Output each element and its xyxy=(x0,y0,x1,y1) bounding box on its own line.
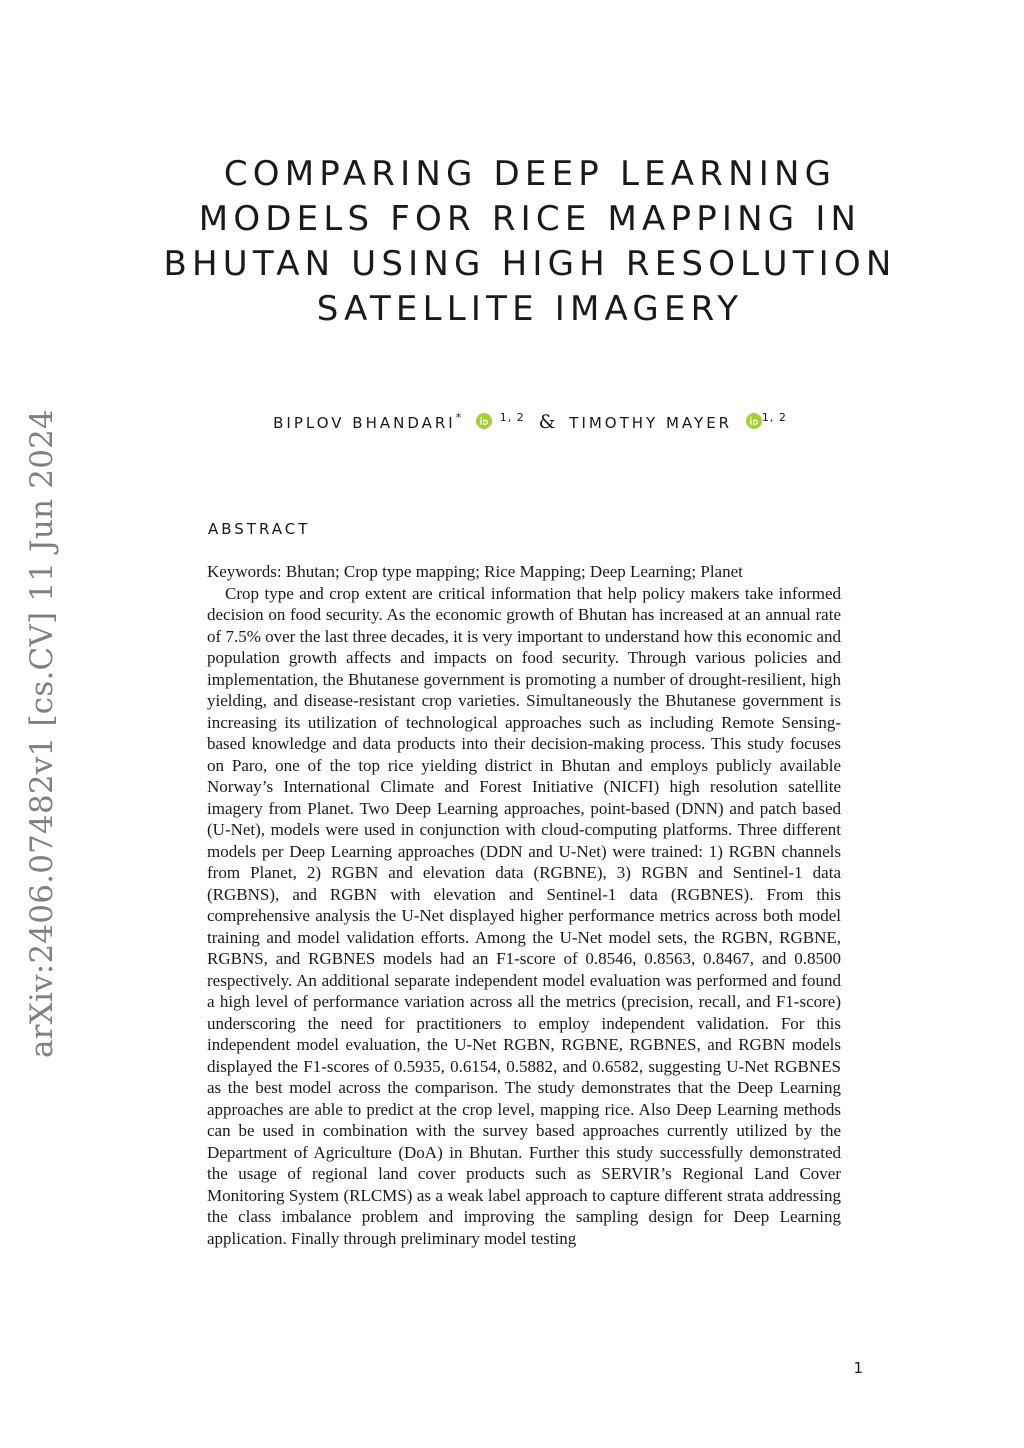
paper-title: COMPARING DEEP LEARNING MODELS FOR RICE MAPPING IN BHUTAN USING HIGH RESOLUTION SATELLITE IMAGERY xyxy=(163,154,897,329)
abstract-heading: ABSTRACT xyxy=(208,520,311,538)
author-affiliations: 1, 2 xyxy=(761,411,787,424)
author-name: TIMOTHY MAYER xyxy=(569,414,733,432)
author-name: BIPLOV BHANDARI xyxy=(273,414,456,432)
author-affiliations: 1, 2 xyxy=(499,411,525,424)
author-separator: & xyxy=(538,411,556,433)
keywords: Keywords: Bhutan; Crop type mapping; Rice Mapping; Deep Learning; Planet xyxy=(207,562,743,581)
orcid-icon[interactable] xyxy=(746,413,762,429)
abstract-body xyxy=(207,561,841,1249)
author-line xyxy=(150,406,910,435)
page-number: 1 xyxy=(853,1359,863,1377)
arxiv-identifier[interactable]: arXiv:2406.07482v1 [cs.CV] 11 Jun 2024 xyxy=(24,409,60,1058)
corresponding-author-mark: * xyxy=(455,411,463,424)
orcid-icon[interactable] xyxy=(476,413,492,429)
abstract-text: Crop type and crop extent are critical information that help policy makers take informed decision on food security. As the economic growth of Bhutan has increased at an annual rate of 7.5% over the last three decades, it is very important to understand how this economic and population growth affects and impacts on food security. Through various policies and implementation, the Bhutanese government is promoting a number of drought-resilient, high yielding, and disease-resistant crop varieties. Simultaneously the Bhutanese government is increasing its utilization of technological approaches such as including Remote Sensing-based knowledge and data products into their decision-making process. This study focuses on Paro, one of the top rice yielding district in Bhutan and employs publicly available Norway’s International Climate and Forest Initiative (NICFI) high resolution satellite imagery from Planet. Two Deep Learning approaches, point-based (DNN) and patch based (U-Net), models were used in conjunction with cloud-computing platforms. Three different models per Deep Learning approaches (DDN and U-Net) were trained: 1) RGBN channels from Planet, 2) RGBN and elevation data (RGBNE), 3) RGBN and Sentinel-1 data (RGBNS), and RGBN with elevation and Sentinel-1 data (RGBNES). From this comprehensive analysis the U-Net displayed higher performance metrics across both model training and model validation efforts. Among the U-Net model sets, the RGBN, RGBNE, RGBNS, and RGBNES models had an F1-score of 0.8546, 0.8563, 0.8467, and 0.8500 respectively. An additional separate independent model evaluation was performed and found a high level of performance variation across all the metrics (precision, recall, and F1-score) underscoring the need for practitioners to employ independent validation. For this independent model evaluation, the U-Net RGBN, RGBNE, RGBNES, and RGBN models displayed the F1-scores of 0.5935, 0.6154, 0.5882, and 0.6582, suggesting U-Net RGBNES as the best model across the comparison. The study demonstrates that the Deep Learning approaches are able to predict at the crop level, mapping rice. Also Deep Learning methods can be used in combination with the survey based approaches currently utilized by the Department of Agriculture (DoA) in Bhutan. Further this study successfully demonstrated the usage of regional land cover products such as SERVIR’s Regional Land Cover Monitoring System (RLCMS) as a weak label approach to capture different strata addressing the class imbalance problem and improving the sampling design for Deep Learning application. Finally through preliminary model testing xyxy=(207,583,841,1248)
